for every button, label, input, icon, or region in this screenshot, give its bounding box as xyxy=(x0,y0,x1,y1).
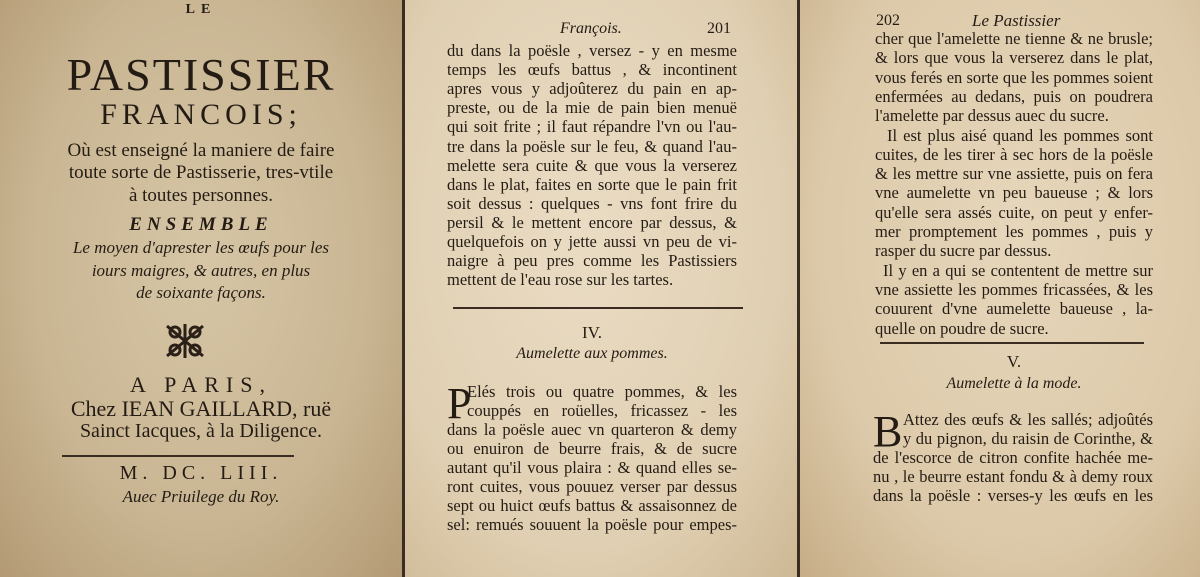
text-line: ront cuites, vous pouuez verser par dessus xyxy=(447,477,737,496)
text-line: qui soit frite ; il faut répandre l'vn ou l'au- xyxy=(447,117,737,137)
section-number: IV. xyxy=(582,323,602,342)
text-line: dans la poësle auec vn quarteron & demy xyxy=(447,420,737,439)
text-line: autant qu'il vous plaira : & quand elles se- xyxy=(447,458,737,477)
text-line: enfermées au dedans, puis on poudrera xyxy=(875,86,1153,106)
title-line: toute sorte de Pastisserie, tres-vtile xyxy=(68,162,334,183)
text-line: persil & le mettent encore par dessus, & xyxy=(447,212,737,232)
text-line: nu , le beurre estant fondu & à demy roux xyxy=(873,467,1153,486)
text-line: mettent de l'eau rose sur les tartes. xyxy=(447,270,674,289)
text-line: ou enuiron de beurre frais, & de sucre xyxy=(447,439,737,458)
drop-cap: B xyxy=(873,407,903,456)
text-line: apres vous y adjoûterez du pain en ap- xyxy=(447,79,737,99)
text-line: vne assiette les pommes fricassées, & les xyxy=(875,279,1153,299)
imprint-line: Sainct Iacques, à la Diligence. xyxy=(79,420,323,442)
text-line: sept ou huict œufs battus & assaisonnez de xyxy=(447,496,737,515)
title-line: LE xyxy=(185,2,217,17)
page-number: 202 xyxy=(876,12,900,29)
printers-ornament-icon xyxy=(163,322,207,360)
text-line: quelle on poudre de sucre. xyxy=(875,318,1049,338)
text-line: Elés trois ou quatre pommes, & les xyxy=(467,382,737,401)
text-line: dans le plat, faites en sorte que le pain frit xyxy=(447,174,737,194)
text-line: cher que l'amelette ne tienne & ne brusle; xyxy=(875,29,1153,48)
divider-rule xyxy=(453,307,743,309)
text-line: l'amelette par dessus auec du sucre. xyxy=(875,106,1109,126)
page-number: 201 xyxy=(707,20,731,37)
title-page xyxy=(0,0,402,577)
text-line: & les mettre sur vne assiette, puis on fera xyxy=(875,164,1153,184)
imprint-line: Chez IEAN GAILLARD, ruë xyxy=(70,396,332,421)
text-line: vne aumelette vn peu baueuse ; & lors xyxy=(875,183,1153,203)
text-line: melette sera cuite & que vous la verserez xyxy=(447,155,737,175)
text-line: de l'escorce de citron confite hachée me- xyxy=(873,448,1153,467)
section-number: V. xyxy=(1006,352,1022,371)
text-line: couppés en roüelles, fricassez - les xyxy=(467,401,737,420)
text-line: vous ferés en sorte que les pommes soient xyxy=(875,67,1153,87)
text-line: & lors que vous la verserez dans le plat, xyxy=(875,48,1153,68)
running-head: François. xyxy=(560,20,622,37)
text-line: mer promptement les pommes , puis y xyxy=(875,222,1153,241)
text-line: qu'elle sera assés cuite, on peut y enfer- xyxy=(875,202,1153,222)
text-line: du dans la poësle , versez - y en mesme xyxy=(447,41,737,60)
text-line: temps les œufs battus , & incontinent xyxy=(447,60,737,80)
text-line: naigre à peu pres comme les Pastissiers xyxy=(447,251,737,271)
page-202 xyxy=(800,0,1200,577)
title-line: ENSEMBLE xyxy=(129,214,273,235)
text-line: couurent d'vne aumelette baueuse , la- xyxy=(875,299,1153,319)
text-line: Attez des œufs & les sallés; adjoûtés xyxy=(903,410,1153,429)
text-line: cuites, de les tirer à sec hors de la poësle xyxy=(875,144,1153,164)
title-line: de soixante façons. xyxy=(136,283,266,302)
imprint-line: A PARIS, xyxy=(129,372,272,397)
running-head: Le Pastissier xyxy=(972,11,1061,30)
privilege-line: Auec Priuilege du Roy. xyxy=(122,487,280,506)
title-line: à toutes personnes. xyxy=(128,185,274,206)
text-line: preste, ou de la mie de pain bien menuë xyxy=(447,98,737,118)
title-line: Le moyen d'aprester les œufs pour les xyxy=(72,238,330,257)
text-line: Il est plus aisé quand les pommes sont xyxy=(887,125,1153,145)
text-line: Il y en a qui se contentent de mettre sur xyxy=(883,260,1153,280)
text-line: rasper du sucre par dessus. xyxy=(875,241,1052,261)
text-line: sel: remués souuent la poësle pour empes- xyxy=(447,515,737,534)
page-201 xyxy=(405,0,797,577)
section-title: Aumelette aux pommes. xyxy=(516,345,668,362)
text-line: dans la poësle : verses-y les œufs en les xyxy=(873,486,1153,505)
title-line: iours maigres, & autres, en plus xyxy=(91,261,311,280)
drop-cap: P xyxy=(447,379,472,428)
text-line: soit dessus : quelques - vns font frire du xyxy=(447,193,737,213)
publication-date: M. DC. LIII. xyxy=(119,462,283,484)
section-title: Aumelette à la mode. xyxy=(946,375,1082,392)
title-line: Où est enseigné la maniere de faire xyxy=(67,140,335,161)
text-line: y du pignon, du raisin de Corinthe, & xyxy=(903,429,1153,448)
text-line: quelquefois on y jette aussi vn peu de vi- xyxy=(447,232,737,251)
book-title: PASTISSIER xyxy=(66,49,336,100)
divider-rule xyxy=(880,342,1144,344)
title-line: FRANCOIS; xyxy=(100,98,302,131)
divider-rule xyxy=(62,455,294,457)
text-line: tre dans la poësle sur le feu, & quand l'au- xyxy=(447,136,737,156)
